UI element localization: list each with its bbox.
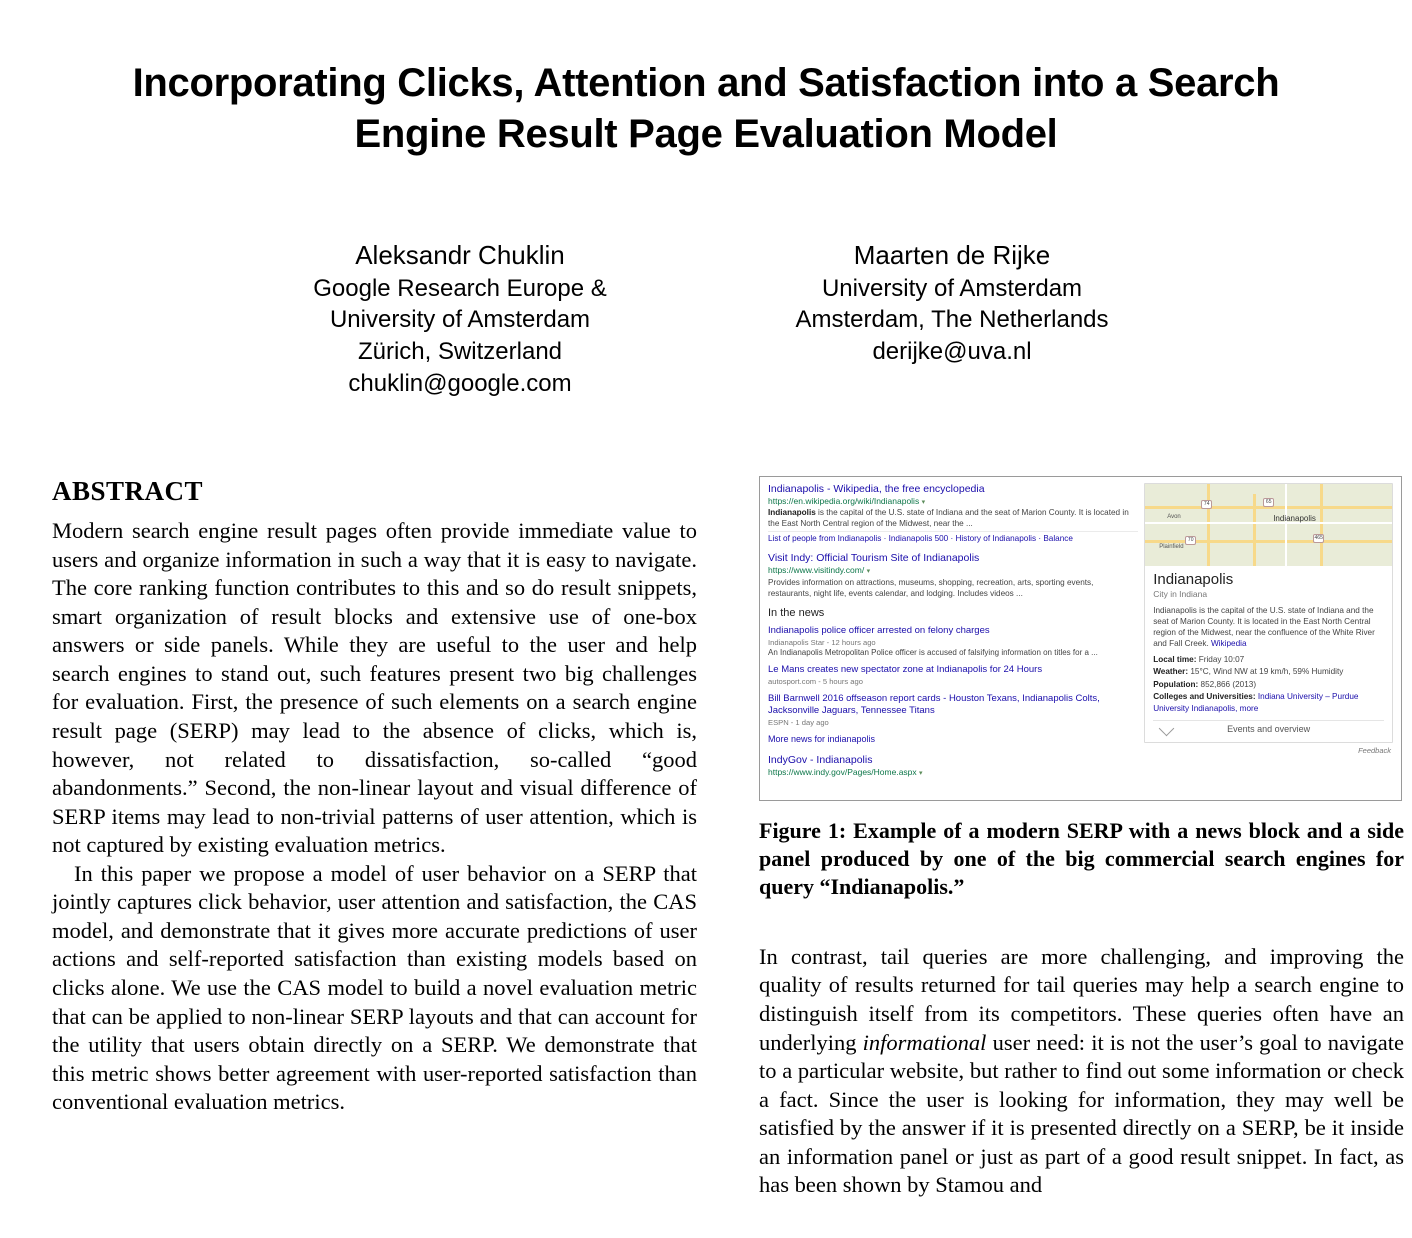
map-shield-70: 70	[1185, 536, 1196, 545]
news-1-desc: An Indianapolis Metropolitan Police officer is accused of falsifying information on titles for a ...	[768, 647, 1098, 657]
chevron-down-icon[interactable]: ▾	[919, 769, 923, 777]
right-column	[759, 476, 1404, 1200]
author-2	[712, 238, 1192, 399]
author-2-location: Amsterdam, The Netherlands	[795, 306, 1109, 334]
news-item-3[interactable]	[768, 693, 1138, 728]
search-result-1[interactable]	[768, 483, 1138, 545]
abstract-paragraph-2: In this paper we propose a model of user behavior on a SERP that jointly captures click behavior, user attention and satisfaction, the CAS model, and demonstrate that it gives more accurate predictions of user actions and self-reported satisfaction than existing models based on clicks alone. We use the CAS model to build a novel evaluation metric that can be applied to non-linear SERP layouts and that can account for the utility that users obtain directly on a SERP. We demonstrate that this metric shows better agreement with user-reported satisfaction than conventional evaluation metrics.	[52, 860, 697, 1115]
kp-fact-population-label: Population:	[1153, 679, 1199, 689]
map-label-plainfield: Plainfield	[1159, 544, 1184, 550]
kp-events-label: Events and overview	[1227, 724, 1311, 735]
kp-fact-local-time	[1153, 654, 1384, 666]
result-2-title[interactable]: Visit Indy: Official Tourism Site of Indianapolis	[768, 552, 980, 565]
author-2-name: Maarten de Rijke	[853, 240, 1051, 271]
result-2-snippet: Provides information on attractions, museums, shopping, recreation, arts, sporting events, restaurants, night life, events calendar, and lodging. Includes videos ...	[768, 577, 1094, 598]
kp-description	[1153, 605, 1384, 649]
map-label-indianapolis: Indianapolis	[1273, 514, 1316, 523]
kp-fact-weather-value: 15°C, Wind NW at 19 km/h, 59% Humidity	[1190, 667, 1344, 677]
chevron-down-icon[interactable]: ▾	[921, 499, 926, 507]
kp-fact-population	[1153, 679, 1384, 691]
news-item-1[interactable]	[768, 625, 1138, 658]
author-2-email: derijke@uva.nl	[872, 338, 1032, 366]
news-item-2[interactable]	[768, 664, 1138, 687]
result-1-title[interactable]: Indianapolis - Wikipedia, the free encyclopedia	[768, 483, 985, 495]
left-column	[52, 476, 697, 1200]
author-1	[220, 238, 700, 399]
result-3-title[interactable]: IndyGov - Indianapolis	[768, 753, 873, 766]
search-result-2[interactable]	[768, 552, 1138, 598]
kp-description-text: Indianapolis is the capital of the U.S. state of Indiana and the seat of Marion County. It is located in the East North Central region of the Midwest, near the confluence of the White River and Fall Creek.	[1153, 605, 1375, 648]
kp-subtitle: City in Indiana	[1153, 588, 1208, 599]
chevron-down-icon	[1159, 721, 1175, 737]
abstract-paragraph-1: Modern search engine result pages often provide immediate value to users and organize information in such a way that it is easy to navigate. The core ranking function contributes to this and so do result snippets, smart organization of result blocks and extensive use of one-box answers or side panels. While they are useful to the user and help search engines to stand out, such features present two big challenges for evaluation. First, the presence of such elements on a search engine result page (SERP) may lead to the absence of clicks, which is, however, not related to dissatisfaction, so-called “good abandonments.” Second, the non-linear layout and visual difference of SERP items may lead to non-trivial patterns of user attention, which is not captured by existing evaluation metrics.	[52, 518, 697, 858]
kp-fact-weather-label: Weather:	[1153, 667, 1189, 677]
result-1-url[interactable]	[768, 496, 1138, 507]
knowledge-panel	[1144, 483, 1393, 785]
news-3-meta: ESPN - 1 day ago	[768, 717, 829, 727]
map-shield-65: 65	[1263, 498, 1274, 507]
kp-fact-local-time-value: Friday 10:07	[1198, 654, 1245, 664]
right-column-paragraph: In contrast, tail queries are more challenging, and improving the quality of results returned for tail queries may help a search engine to distinguish itself from its competitors. These queries often have an underlying informational user need: it is not the user’s goal to navigate to a particular website, but rather to find out some information or check a fact. Since the user is looking for information, they may well be satisfied by the answer if it is presented directly on a SERP, be it inside an information panel or just as part of a good result snippet. In fact, as has been shown by Stamou and	[759, 943, 1404, 1198]
author-2-affiliation: University of Amsterdam	[821, 274, 1083, 302]
kp-description-link[interactable]: Wikipedia	[1211, 638, 1247, 648]
kp-fact-population-value: 852,866 (2013)	[1200, 679, 1257, 689]
kp-fact-weather	[1153, 666, 1384, 678]
kp-facts	[1153, 654, 1384, 715]
author-block	[0, 238, 1412, 399]
author-1-email: chuklin@google.com	[348, 369, 572, 397]
paper-page	[0, 58, 1412, 1238]
author-1-location: Zürich, Switzerland	[357, 338, 563, 366]
result-2-url-text: https://www.visitindy.com/	[768, 565, 865, 576]
body-columns	[0, 476, 1412, 1200]
more-news-link[interactable]: More news for indianapolis	[768, 733, 876, 744]
feedback-link[interactable]: Feedback	[1358, 746, 1391, 756]
result-1-snippet-text: is the capital of the U.S. state of Indiana and the seat of Marion County. It is located in the East North Central region of the Midwest, near the ...	[768, 508, 1129, 529]
search-result-3[interactable]	[768, 754, 1138, 778]
kp-fact-colleges	[1153, 691, 1384, 716]
page-title: Incorporating Clicks, Attention and Satisfaction into a Search Engine Result Page Evaluation Model	[132, 61, 1280, 157]
serp-mock	[768, 483, 1393, 785]
chevron-down-icon[interactable]: ▾	[866, 568, 871, 576]
kp-fact-local-time-label: Local time:	[1153, 654, 1197, 664]
map-label-avon: Avon	[1167, 514, 1181, 520]
column-spacer	[759, 901, 1404, 943]
result-1-snippet	[768, 507, 1138, 529]
knowledge-panel-body	[1145, 566, 1392, 742]
figure-1-image	[759, 476, 1402, 801]
author-1-name: Aleksandr Chuklin	[355, 240, 565, 271]
result-3-url[interactable]	[768, 767, 1138, 778]
result-1-sitelinks[interactable]: List of people from Indianapolis · Indianapolis 500 · History of Indianapolis · Balance	[768, 531, 1138, 545]
author-1-affiliation: Google Research Europe & University of Amsterdam	[313, 274, 607, 334]
news-3-title[interactable]: Bill Barnwell 2016 offseason report cards - Houston Texans, Indianapolis Colts, Jacksonville Jaguars, Tennessee Titans	[768, 692, 1100, 717]
abstract-heading: ABSTRACT	[52, 476, 204, 506]
knowledge-panel-card	[1144, 483, 1393, 743]
serp-main-column	[768, 483, 1144, 785]
result-1-url-text: https://en.wikipedia.org/wiki/Indianapolis	[768, 496, 920, 507]
kp-title: Indianapolis	[1153, 571, 1234, 588]
figure-1-caption: Figure 1: Example of a modern SERP with a news block and a side panel produced by one of the big commercial search engines for query “Indianapolis.”	[759, 818, 1404, 899]
result-3-url-text: https://www.indy.gov/Pages/Home.aspx	[768, 766, 917, 777]
kp-events-expander[interactable]	[1153, 720, 1384, 738]
news-1-meta: Indianapolis Star - 12 hours ago	[768, 637, 876, 647]
news-block-header: In the news	[768, 606, 825, 619]
result-1-snippet-bold: Indianapolis	[768, 508, 816, 518]
news-2-meta: autosport.com - 5 hours ago	[768, 676, 863, 686]
kp-fact-colleges-label: Colleges and Universities:	[1153, 691, 1256, 701]
map-shield-465: 465	[1314, 535, 1323, 541]
news-1-title[interactable]: Indianapolis police officer arrested on felony charges	[768, 625, 990, 637]
result-2-url[interactable]	[768, 565, 1138, 576]
map-shield-74: 74	[1201, 500, 1212, 509]
map-thumbnail[interactable]	[1145, 484, 1392, 566]
kp-fact-colleges-value[interactable]: Indiana University – Purdue University Indianapolis, more	[1153, 691, 1359, 714]
news-2-title[interactable]: Le Mans creates new spectator zone at Indianapolis for 24 Hours	[768, 664, 1043, 676]
